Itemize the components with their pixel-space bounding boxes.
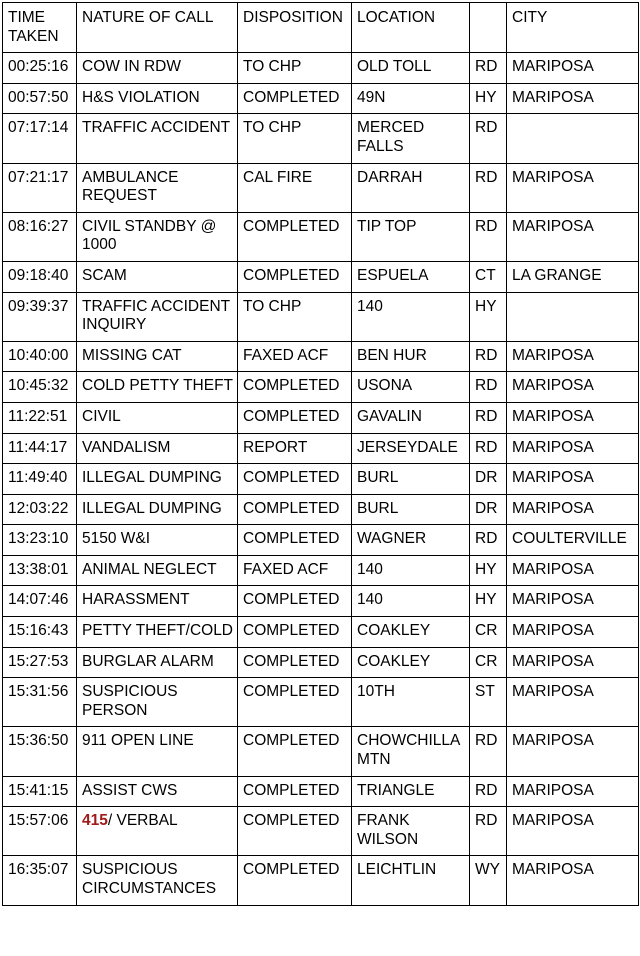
city-cell: MARIPOSA xyxy=(507,464,639,495)
table-row xyxy=(3,464,639,495)
time-cell: 11:49:40 xyxy=(3,464,77,495)
location-cell: BURL xyxy=(352,464,470,495)
nature-cell: CIVIL xyxy=(77,402,238,433)
location-cell: CHOWCHILLA MTN xyxy=(352,727,470,776)
disposition-cell: COMPLETED xyxy=(238,776,352,807)
suffix-cell: DR xyxy=(470,494,507,525)
table-row xyxy=(3,727,639,776)
location-cell: OLD TOLL xyxy=(352,53,470,84)
suffix-cell: RD xyxy=(470,776,507,807)
nature-cell: HARASSMENT xyxy=(77,586,238,617)
suffix-cell: RD xyxy=(470,525,507,556)
disposition-cell: REPORT xyxy=(238,433,352,464)
time-cell: 14:07:46 xyxy=(3,586,77,617)
disposition-cell: COMPLETED xyxy=(238,83,352,114)
table-row xyxy=(3,402,639,433)
city-cell: LA GRANGE xyxy=(507,261,639,292)
disposition-cell: TO CHP xyxy=(238,292,352,341)
nature-cell: ILLEGAL DUMPING xyxy=(77,464,238,495)
disposition-cell: COMPLETED xyxy=(238,212,352,261)
city-cell: MARIPOSA xyxy=(507,856,639,905)
call-log-body xyxy=(3,3,639,906)
table-row xyxy=(3,372,639,403)
disposition-cell: COMPLETED xyxy=(238,525,352,556)
nature-cell: 5150 W&I xyxy=(77,525,238,556)
suffix-cell: RD xyxy=(470,727,507,776)
time-cell: 15:41:15 xyxy=(3,776,77,807)
table-row xyxy=(3,261,639,292)
disposition-cell: COMPLETED xyxy=(238,727,352,776)
table-row xyxy=(3,292,639,341)
suffix-cell: RD xyxy=(470,163,507,212)
location-cell: COAKLEY xyxy=(352,617,470,648)
disposition-cell: COMPLETED xyxy=(238,856,352,905)
disposition-cell: COMPLETED xyxy=(238,678,352,727)
city-cell: MARIPOSA xyxy=(507,678,639,727)
time-cell: 00:57:50 xyxy=(3,83,77,114)
location-cell: WAGNER xyxy=(352,525,470,556)
location-cell: LEICHTLIN xyxy=(352,856,470,905)
location-cell: USONA xyxy=(352,372,470,403)
location-cell: BURL xyxy=(352,494,470,525)
nature-cell: COW IN RDW xyxy=(77,53,238,84)
suffix-cell: WY xyxy=(470,856,507,905)
table-row xyxy=(3,807,639,856)
city-cell: MARIPOSA xyxy=(507,341,639,372)
nature-cell: H&S VIOLATION xyxy=(77,83,238,114)
time-cell: 07:21:17 xyxy=(3,163,77,212)
table-row xyxy=(3,525,639,556)
location-cell: 140 xyxy=(352,555,470,586)
time-cell: 11:44:17 xyxy=(3,433,77,464)
nature-cell: SCAM xyxy=(77,261,238,292)
disposition-cell: COMPLETED xyxy=(238,586,352,617)
city-cell: MARIPOSA xyxy=(507,617,639,648)
table-row xyxy=(3,212,639,261)
location-cell: MERCED FALLS xyxy=(352,114,470,163)
city-cell: COULTERVILLE xyxy=(507,525,639,556)
disposition-cell: COMPLETED xyxy=(238,647,352,678)
suffix-cell: RD xyxy=(470,433,507,464)
disposition-cell: COMPLETED xyxy=(238,402,352,433)
header-suffix xyxy=(470,3,507,53)
nature-text: / VERBAL xyxy=(107,812,178,830)
city-cell: MARIPOSA xyxy=(507,212,639,261)
suffix-cell: RD xyxy=(470,212,507,261)
header-time-taken: TIME TAKEN xyxy=(3,3,77,53)
suffix-cell: CT xyxy=(470,261,507,292)
time-cell: 00:25:16 xyxy=(3,53,77,84)
nature-cell: SUSPICIOUS PERSON xyxy=(77,678,238,727)
city-cell: MARIPOSA xyxy=(507,555,639,586)
suffix-cell: HY xyxy=(470,292,507,341)
table-row xyxy=(3,856,639,905)
suffix-cell: CR xyxy=(470,617,507,648)
nature-cell: BURGLAR ALARM xyxy=(77,647,238,678)
table-row xyxy=(3,586,639,617)
time-cell: 15:57:06 xyxy=(3,807,77,856)
disposition-cell: COMPLETED xyxy=(238,261,352,292)
location-cell: TRIANGLE xyxy=(352,776,470,807)
location-cell: TIP TOP xyxy=(352,212,470,261)
time-cell: 10:40:00 xyxy=(3,341,77,372)
location-cell: 140 xyxy=(352,586,470,617)
time-cell: 16:35:07 xyxy=(3,856,77,905)
disposition-cell: COMPLETED xyxy=(238,807,352,856)
city-cell: MARIPOSA xyxy=(507,776,639,807)
time-cell: 11:22:51 xyxy=(3,402,77,433)
table-row xyxy=(3,83,639,114)
suffix-cell: RD xyxy=(470,807,507,856)
nature-cell xyxy=(77,807,238,856)
time-cell: 10:45:32 xyxy=(3,372,77,403)
disposition-cell: COMPLETED xyxy=(238,464,352,495)
location-cell: DARRAH xyxy=(352,163,470,212)
table-row xyxy=(3,53,639,84)
nature-cell: MISSING CAT xyxy=(77,341,238,372)
time-cell: 15:36:50 xyxy=(3,727,77,776)
table-row xyxy=(3,433,639,464)
table-row xyxy=(3,678,639,727)
table-row xyxy=(3,114,639,163)
disposition-cell: FAXED ACF xyxy=(238,341,352,372)
location-cell: 140 xyxy=(352,292,470,341)
nature-cell: SUSPICIOUS CIRCUMSTANCES xyxy=(77,856,238,905)
nature-cell: TRAFFIC ACCIDENT xyxy=(77,114,238,163)
suffix-cell: DR xyxy=(470,464,507,495)
time-cell: 09:18:40 xyxy=(3,261,77,292)
city-cell xyxy=(507,292,639,341)
location-cell: BEN HUR xyxy=(352,341,470,372)
table-row xyxy=(3,776,639,807)
penal-code-highlight: 415 xyxy=(82,812,108,830)
suffix-cell: ST xyxy=(470,678,507,727)
disposition-cell: CAL FIRE xyxy=(238,163,352,212)
disposition-cell: FAXED ACF xyxy=(238,555,352,586)
time-cell: 13:38:01 xyxy=(3,555,77,586)
nature-cell: VANDALISM xyxy=(77,433,238,464)
header-nature-of-call: NATURE OF CALL xyxy=(77,3,238,53)
nature-cell: PETTY THEFT/COLD xyxy=(77,617,238,648)
time-cell: 08:16:27 xyxy=(3,212,77,261)
nature-cell: ILLEGAL DUMPING xyxy=(77,494,238,525)
city-cell: MARIPOSA xyxy=(507,83,639,114)
suffix-cell: RD xyxy=(470,372,507,403)
table-row xyxy=(3,163,639,212)
time-cell: 13:23:10 xyxy=(3,525,77,556)
suffix-cell: RD xyxy=(470,53,507,84)
city-cell: MARIPOSA xyxy=(507,586,639,617)
suffix-cell: HY xyxy=(470,83,507,114)
city-cell: MARIPOSA xyxy=(507,727,639,776)
table-row xyxy=(3,555,639,586)
suffix-cell: CR xyxy=(470,647,507,678)
time-cell: 07:17:14 xyxy=(3,114,77,163)
disposition-cell: COMPLETED xyxy=(238,372,352,403)
header-city: CITY xyxy=(507,3,639,53)
header-row xyxy=(3,3,639,53)
suffix-cell: RD xyxy=(470,402,507,433)
location-cell: JERSEYDALE xyxy=(352,433,470,464)
nature-cell: 911 OPEN LINE xyxy=(77,727,238,776)
header-disposition: DISPOSITION xyxy=(238,3,352,53)
table-row xyxy=(3,341,639,372)
time-cell: 12:03:22 xyxy=(3,494,77,525)
time-cell: 09:39:37 xyxy=(3,292,77,341)
location-cell: COAKLEY xyxy=(352,647,470,678)
nature-cell: AMBULANCE REQUEST xyxy=(77,163,238,212)
disposition-cell: TO CHP xyxy=(238,114,352,163)
table-row xyxy=(3,617,639,648)
nature-cell: ASSIST CWS xyxy=(77,776,238,807)
suffix-cell: RD xyxy=(470,341,507,372)
time-cell: 15:27:53 xyxy=(3,647,77,678)
location-cell: GAVALIN xyxy=(352,402,470,433)
location-cell: 10TH xyxy=(352,678,470,727)
suffix-cell: HY xyxy=(470,586,507,617)
location-cell: FRANK WILSON xyxy=(352,807,470,856)
city-cell: MARIPOSA xyxy=(507,163,639,212)
nature-cell: ANIMAL NEGLECT xyxy=(77,555,238,586)
location-cell: ESPUELA xyxy=(352,261,470,292)
table-row xyxy=(3,494,639,525)
location-cell: 49N xyxy=(352,83,470,114)
nature-cell: CIVIL STANDBY @ 1000 xyxy=(77,212,238,261)
nature-cell: TRAFFIC ACCIDENT INQUIRY xyxy=(77,292,238,341)
nature-cell: COLD PETTY THEFT xyxy=(77,372,238,403)
time-cell: 15:16:43 xyxy=(3,617,77,648)
city-cell: MARIPOSA xyxy=(507,647,639,678)
city-cell: MARIPOSA xyxy=(507,372,639,403)
suffix-cell: HY xyxy=(470,555,507,586)
city-cell xyxy=(507,114,639,163)
suffix-cell: RD xyxy=(470,114,507,163)
header-location: LOCATION xyxy=(352,3,470,53)
time-cell: 15:31:56 xyxy=(3,678,77,727)
city-cell: MARIPOSA xyxy=(507,402,639,433)
city-cell: MARIPOSA xyxy=(507,494,639,525)
disposition-cell: TO CHP xyxy=(238,53,352,84)
city-cell: MARIPOSA xyxy=(507,807,639,856)
city-cell: MARIPOSA xyxy=(507,433,639,464)
city-cell: MARIPOSA xyxy=(507,53,639,84)
call-log-table xyxy=(2,2,639,906)
disposition-cell: COMPLETED xyxy=(238,494,352,525)
disposition-cell: COMPLETED xyxy=(238,617,352,648)
table-row xyxy=(3,647,639,678)
